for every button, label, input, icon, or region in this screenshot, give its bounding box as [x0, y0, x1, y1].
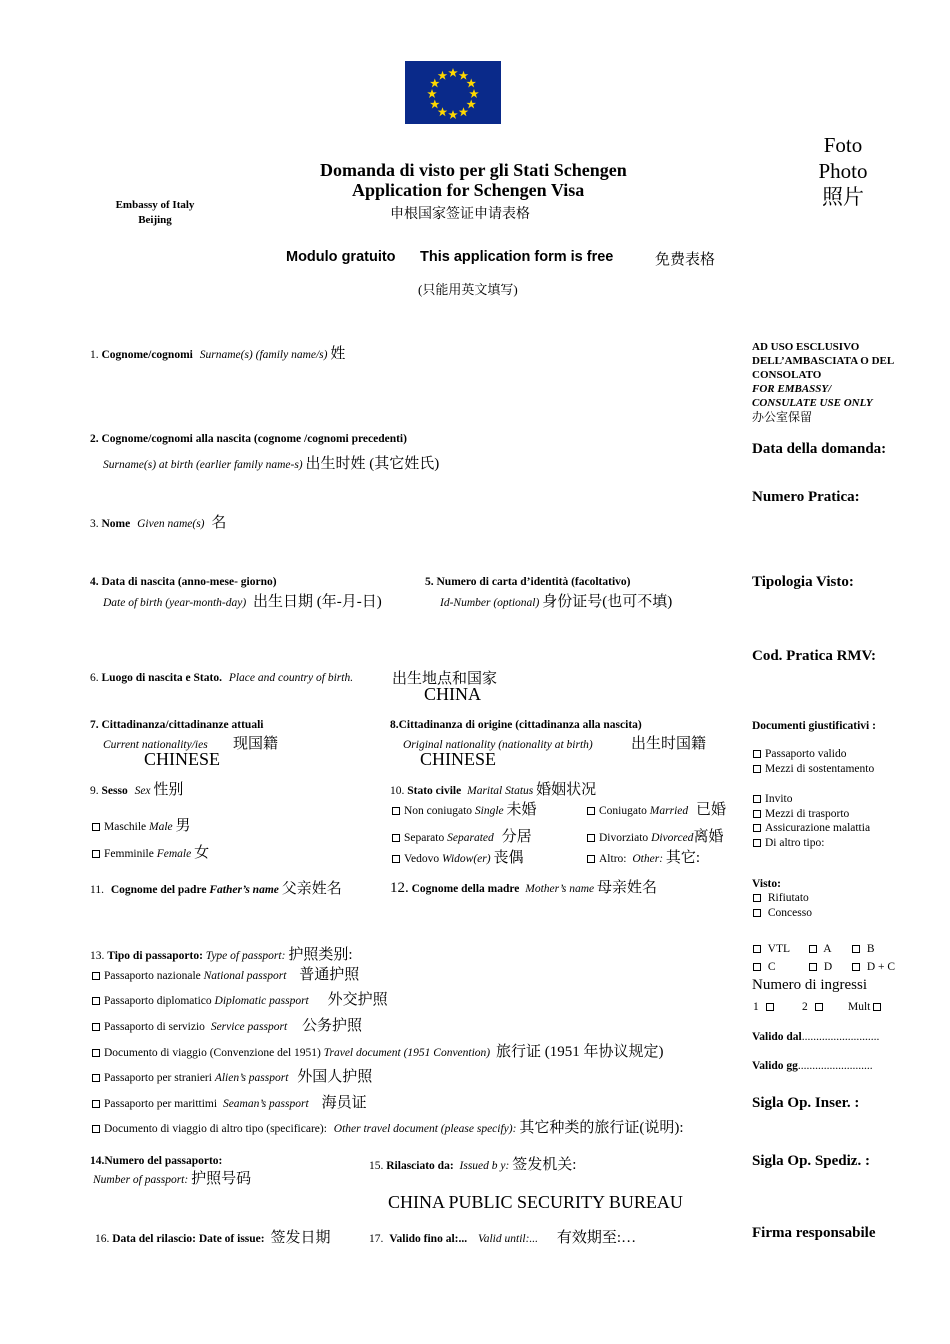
option-label-zh: 已婚 — [696, 802, 727, 818]
field-number: 10. — [390, 785, 405, 797]
checkbox[interactable] — [92, 1100, 100, 1108]
field-label: Valido gg — [752, 1060, 798, 1072]
checkbox[interactable] — [92, 823, 100, 831]
checkbox[interactable] — [92, 1023, 100, 1031]
checkbox[interactable] — [766, 1003, 774, 1011]
option-label: Passaporto nazionale — [104, 970, 201, 982]
checkbox[interactable] — [753, 963, 761, 971]
field-number: 6. — [90, 672, 99, 684]
field-label-en: Father’s name — [209, 884, 279, 896]
option-label: Passaporto valido — [765, 748, 847, 760]
field-label-zh: 有效期至:… — [556, 1230, 637, 1246]
field-label-en: Issued b y: — [459, 1160, 510, 1172]
checkbox[interactable] — [587, 807, 595, 815]
option-label: Separato — [404, 832, 445, 844]
passport-option-seaman[interactable] — [92, 1091, 367, 1112]
checkbox[interactable] — [92, 1125, 100, 1133]
entries-option-1[interactable] — [753, 1001, 778, 1013]
option-label: Femminile — [104, 848, 154, 860]
checkbox[interactable] — [753, 750, 761, 758]
field-label: Stato civile — [407, 785, 462, 797]
option-label-en: Widow(er) — [442, 853, 491, 865]
option-label-zh: 外国人护照 — [297, 1069, 373, 1085]
field-number: 3. — [90, 518, 99, 530]
field-label: Numero di carta d’identità (facoltativo) — [436, 576, 631, 588]
field-label: Cognome della madre — [411, 883, 520, 895]
passport-option-service[interactable] — [92, 1014, 362, 1035]
option-label-en: Other travel document (please specify): — [333, 1123, 517, 1135]
field-4-label — [90, 576, 277, 588]
field-label: Data di nascita (anno-mese- giorno) — [101, 576, 277, 588]
numero-pratica-label: Numero Pratica: — [752, 489, 860, 505]
option-label: Documento di viaggio (Convenzione del 1951) — [104, 1047, 321, 1059]
visa-type-vtl[interactable] — [753, 943, 790, 955]
field-number: 15. — [369, 1160, 384, 1172]
embassy-line-1: Embassy of Italy — [115, 199, 195, 211]
field-number: 9. — [90, 785, 99, 797]
field-label-zh: 身份证号(也可不填) — [542, 594, 673, 610]
checkbox[interactable] — [92, 972, 100, 980]
field-14-label — [90, 1155, 222, 1167]
field-label: Tipo di passaporto: — [107, 950, 203, 962]
field-label-en: Type of passport: — [205, 950, 286, 962]
field-number: 12. — [390, 880, 409, 896]
field-label-en: Date of birth (year-month-day) — [103, 597, 247, 609]
option-label: Rifiutato — [767, 892, 809, 904]
option-label-en: Other: — [632, 853, 664, 865]
field-12-mother-name[interactable] — [390, 876, 657, 897]
option-label-zh: 公务护照 — [302, 1018, 363, 1034]
field-4-date-of-birth[interactable] — [103, 590, 382, 611]
field-label: Sesso — [101, 785, 128, 797]
documenti-option[interactable] — [753, 793, 792, 805]
title-chinese: 申根国家签证申请表格 — [390, 207, 530, 222]
marital-option-married[interactable] — [587, 798, 726, 819]
cod-pratica-label: Cod. Pratica RMV: — [752, 648, 877, 664]
option-label-zh: 旅行证 (1951 年协议规定) — [496, 1044, 664, 1060]
field-number: 7. — [90, 719, 99, 731]
field-label-zh: 父亲姓名 — [281, 881, 342, 897]
entries-option-2[interactable] — [802, 1001, 827, 1013]
field-label-zh: 名 — [211, 515, 227, 531]
field-dots: .......................... — [797, 1060, 873, 1072]
field-3-given-name[interactable] — [90, 511, 226, 532]
option-label: 2 — [802, 1001, 808, 1013]
checkbox[interactable] — [809, 945, 817, 953]
checkbox[interactable] — [753, 909, 761, 917]
field-5-id-number[interactable] — [440, 590, 672, 611]
checkbox[interactable] — [92, 1074, 100, 1082]
field-number: 8. — [390, 719, 399, 731]
checkbox[interactable] — [873, 1003, 881, 1011]
option-label: Invito — [765, 793, 793, 805]
visto-option-concesso[interactable] — [753, 907, 812, 919]
sex-option-female[interactable] — [92, 841, 209, 862]
option-label: Passaporto per marittimi — [104, 1098, 218, 1110]
visa-type-b[interactable] — [852, 943, 875, 955]
option-label-zh: 未婚 — [506, 802, 537, 818]
office-title-line: CONSULATE USE ONLY — [752, 397, 873, 409]
field-10-marital-status — [390, 778, 596, 799]
field-8-value[interactable]: CHINESE — [420, 749, 496, 769]
field-label: Valido fino al:... — [389, 1233, 468, 1245]
sigla-spediz-label: Sigla Op. Spediz. : — [752, 1153, 870, 1169]
field-7-value[interactable]: CHINESE — [144, 749, 220, 769]
photo-label-zh: 照片 — [822, 185, 864, 209]
field-14-passport-number[interactable] — [93, 1167, 251, 1188]
field-label-en: Valid until:... — [477, 1233, 539, 1245]
field-6-label-zh: 出生地点和国家 — [392, 671, 498, 687]
option-label: C — [767, 961, 776, 973]
eu-flag-logo — [405, 61, 501, 124]
checkbox[interactable] — [753, 824, 761, 832]
checkbox[interactable] — [392, 807, 400, 815]
option-label-zh: 其它: — [665, 850, 701, 866]
visa-type-c[interactable] — [753, 961, 776, 973]
office-title-line: AD USO ESCLUSIVO — [752, 341, 860, 353]
field-label-en: Mother’s name — [525, 883, 595, 895]
photo-label — [810, 132, 876, 210]
entries-option-mult[interactable] — [848, 1001, 885, 1013]
field-5-label — [425, 576, 630, 588]
checkbox[interactable] — [852, 945, 860, 953]
sigla-inser-label: Sigla Op. Inser. : — [752, 1095, 860, 1111]
office-title-line: CONSOLATO — [752, 369, 822, 381]
field-label: Cognome/cognomi — [101, 349, 193, 361]
field-number: 16. — [95, 1233, 110, 1245]
checkbox[interactable] — [587, 855, 595, 863]
option-label-zh: 其它种类的旅行证(说明): — [519, 1120, 684, 1136]
option-label-en: Service passport — [210, 1021, 288, 1033]
embassy-line-2: Beijing — [138, 214, 172, 226]
documenti-option[interactable] — [753, 837, 824, 849]
option-label-zh: 分居 — [501, 829, 532, 845]
field-label-en: Surname(s) at birth (earlier family name-s) — [103, 459, 303, 471]
office-use-title — [752, 340, 900, 424]
option-label-en: Female — [156, 848, 192, 860]
option-label-en: National passport — [203, 970, 287, 982]
marital-option-single[interactable] — [392, 798, 537, 819]
field-label-zh: 婚姻状况 — [536, 782, 597, 798]
option-label-en: Married — [649, 805, 689, 817]
field-label-en: Date of issue: — [198, 1233, 265, 1245]
free-form-italian: Modulo gratuito — [286, 249, 396, 265]
sex-option-male[interactable] — [92, 814, 191, 835]
option-label: D + C — [866, 961, 896, 973]
office-title-line: FOR EMBASSY/ — [752, 383, 832, 395]
option-label-en: Diplomatic passport — [214, 995, 309, 1007]
field-number: 13. — [90, 950, 105, 962]
option-label-zh: 离婚 — [693, 829, 724, 845]
field-8-label-zh: 出生时国籍 — [631, 736, 707, 752]
field-label-zh: 出生时姓 (其它姓氏) — [305, 456, 440, 472]
option-label-en: Divorced — [651, 832, 694, 844]
field-label: Nome — [101, 518, 131, 530]
field-number: 11. — [90, 884, 104, 896]
passport-option-alien[interactable] — [92, 1065, 372, 1086]
option-label: Mezzi di trasporto — [765, 808, 850, 820]
option-label: Altro: — [599, 853, 627, 865]
field-label-en: Number of passport: — [93, 1174, 189, 1186]
data-domanda-label: Data della domanda: — [752, 441, 887, 457]
field-label-zh: 出生日期 (年-月-日) — [253, 594, 382, 610]
option-label: B — [866, 943, 875, 955]
field-label: Luogo di nascita e Stato. — [101, 672, 222, 684]
eu-stars-icon — [405, 61, 501, 124]
checkbox[interactable] — [815, 1003, 823, 1011]
field-number: 14. — [90, 1155, 105, 1167]
marital-option-divorced[interactable] — [587, 825, 723, 846]
option-label-en: Alien’s passport — [214, 1072, 289, 1084]
option-label: 1 — [753, 1001, 759, 1013]
field-8-label-en: Original nationality (nationality at birth) — [403, 739, 593, 751]
checkbox[interactable] — [852, 963, 860, 971]
field-8-label — [390, 719, 642, 731]
field-label-zh: 母亲姓名 — [597, 880, 658, 896]
field-dots: ........................... — [801, 1031, 880, 1043]
field-7-label-en: Current nationality/ies — [103, 739, 208, 751]
passport-option-national[interactable] — [92, 963, 359, 984]
office-title-zh: 办公室保留 — [752, 410, 813, 424]
title-italian: Domanda di visto per gli Stati Schengen — [320, 160, 627, 180]
option-label: Vedovo — [404, 853, 440, 865]
documenti-option[interactable] — [753, 808, 849, 820]
passport-option-travel-doc-1951[interactable] — [92, 1040, 664, 1061]
field-6-value[interactable]: CHINA — [424, 684, 481, 704]
field-11-father-name[interactable] — [90, 877, 342, 898]
field-16-date-of-issue[interactable] — [95, 1226, 331, 1247]
field-label: Numero del passaporto: — [104, 1155, 223, 1167]
option-label-zh: 丧偶 — [493, 850, 524, 866]
marital-option-other[interactable] — [587, 846, 700, 867]
field-label: Rilasciato da: — [386, 1160, 454, 1172]
photo-label-it: Foto — [823, 133, 863, 157]
field-7-label — [90, 719, 263, 731]
firma-responsabile-label: Firma responsabile — [752, 1225, 876, 1241]
field-2-surname-at-birth[interactable] — [103, 452, 439, 473]
field-label: Cognome del padre — [110, 884, 207, 896]
visto-option-rifiutato[interactable] — [753, 892, 809, 904]
documenti-option[interactable] — [753, 748, 846, 760]
valido-dal-field[interactable] — [752, 1031, 879, 1043]
option-label-zh: 外交护照 — [327, 992, 388, 1008]
option-label-zh: 海员证 — [321, 1095, 367, 1111]
option-label-en: Single — [474, 805, 504, 817]
checkbox[interactable] — [92, 850, 100, 858]
field-7-label-zh: 现国籍 — [233, 736, 279, 752]
field-6-place-of-birth[interactable] — [90, 672, 353, 684]
field-label-en: Surname(s) (family name/s) — [199, 349, 328, 361]
checkbox[interactable] — [92, 1049, 100, 1057]
option-label: Passaporto di servizio — [104, 1021, 205, 1033]
visa-type-d[interactable] — [809, 961, 832, 973]
option-label: Assicurazione malattia — [765, 822, 871, 834]
tipologia-visto-label: Tipologia Visto: — [752, 574, 854, 590]
field-15-value[interactable]: CHINA PUBLIC SECURITY BUREAU — [388, 1192, 683, 1212]
field-label-en: Place and country of birth. — [228, 672, 354, 684]
free-form-english: This application form is free — [420, 249, 614, 265]
option-label-zh: 男 — [175, 818, 191, 834]
field-13-passport-type — [90, 943, 352, 964]
numero-ingressi-label: Numero di ingressi — [752, 977, 867, 993]
checkbox[interactable] — [809, 963, 817, 971]
checkbox[interactable] — [392, 834, 400, 842]
field-label: Data del rilascio: — [112, 1233, 196, 1245]
option-label: VTL — [767, 943, 791, 955]
option-label: Mezzi di sostentamento — [765, 763, 875, 775]
field-1-surname[interactable] — [90, 342, 345, 363]
visa-type-a[interactable] — [809, 943, 832, 955]
documenti-option[interactable] — [753, 822, 870, 834]
field-label: Cognome/cognomi alla nascita (cognome /cognomi precedenti) — [101, 433, 407, 445]
field-label-zh: 签发机关: — [512, 1157, 577, 1173]
field-label-zh: 签发日期 — [270, 1230, 331, 1246]
field-label-zh: 护照类别: — [288, 947, 353, 963]
checkbox[interactable] — [753, 839, 761, 847]
checkbox[interactable] — [753, 894, 761, 902]
title-english: Application for Schengen Visa — [352, 180, 585, 200]
english-only-note: (只能用英文填写) — [418, 282, 518, 297]
documenti-label: Documenti giustificativi : — [752, 720, 876, 732]
valido-gg-field[interactable] — [752, 1060, 873, 1072]
field-number: 2. — [90, 433, 99, 445]
field-label: Cittadinanza di origine (cittadinanza alla nascita) — [398, 719, 642, 731]
option-label: Passaporto per stranieri — [104, 1072, 212, 1084]
option-label-en: Seaman’s passport — [222, 1098, 309, 1110]
field-label-zh: 性别 — [153, 782, 184, 798]
marital-option-widow[interactable] — [392, 846, 523, 867]
checkbox[interactable] — [92, 997, 100, 1005]
documenti-option[interactable] — [753, 763, 874, 775]
option-label: Maschile — [104, 821, 147, 833]
option-label: Coniugato — [599, 805, 647, 817]
option-label: Di altro tipo: — [765, 837, 825, 849]
field-label: Cittadinanza/cittadinanze attuali — [101, 719, 264, 731]
option-label: Passaporto diplomatico — [104, 995, 212, 1007]
field-label-zh: 姓 — [330, 346, 346, 362]
option-label-zh: 女 — [194, 845, 210, 861]
passport-option-diplomatic[interactable] — [92, 988, 388, 1009]
checkbox[interactable] — [753, 795, 761, 803]
photo-label-en: Photo — [818, 159, 868, 183]
field-number: 4. — [90, 576, 99, 588]
passport-option-other[interactable] — [92, 1116, 684, 1137]
office-title-line: DELL’AMBASCIATA O DEL — [752, 355, 895, 367]
field-label-en: Marital Status — [467, 785, 534, 797]
checkbox[interactable] — [587, 834, 595, 842]
field-15-issued-by — [369, 1153, 576, 1174]
marital-option-separated[interactable] — [392, 825, 532, 846]
option-label-zh: 普通护照 — [299, 967, 360, 983]
checkbox[interactable] — [753, 810, 761, 818]
field-number: 1. — [90, 349, 99, 361]
field-label-en: Id-Number (optional) — [440, 597, 540, 609]
option-label: D — [823, 961, 833, 973]
option-label: Documento di viaggio di altro tipo (specificare): — [104, 1123, 327, 1135]
option-label: Concesso — [767, 907, 812, 919]
visa-type-dc[interactable] — [852, 961, 895, 973]
field-label-en: Sex — [134, 785, 151, 797]
field-17-valid-until[interactable] — [369, 1226, 636, 1247]
checkbox[interactable] — [392, 855, 400, 863]
option-label-en: Male — [149, 821, 173, 833]
option-label: Divorziato — [599, 832, 649, 844]
option-label: A — [823, 943, 832, 955]
field-9-sex — [90, 778, 183, 799]
visto-label: Visto: — [752, 878, 781, 890]
field-2-label — [90, 433, 407, 445]
field-label: Valido dal — [752, 1031, 802, 1043]
option-label-en: Separated — [447, 832, 494, 844]
option-label-en: Travel document (1951 Convention) — [323, 1047, 491, 1059]
field-label-zh: 护照号码 — [191, 1171, 252, 1187]
option-label: Non coniugato — [404, 805, 473, 817]
field-number: 5. — [425, 576, 434, 588]
embassy-name — [100, 198, 210, 228]
checkbox[interactable] — [753, 945, 761, 953]
option-label: Mult — [848, 1001, 871, 1013]
checkbox[interactable] — [753, 765, 761, 773]
field-number: 17. — [369, 1233, 384, 1245]
field-label-en: Given name(s) — [137, 518, 205, 530]
free-form-chinese: 免费表格 — [655, 252, 716, 268]
